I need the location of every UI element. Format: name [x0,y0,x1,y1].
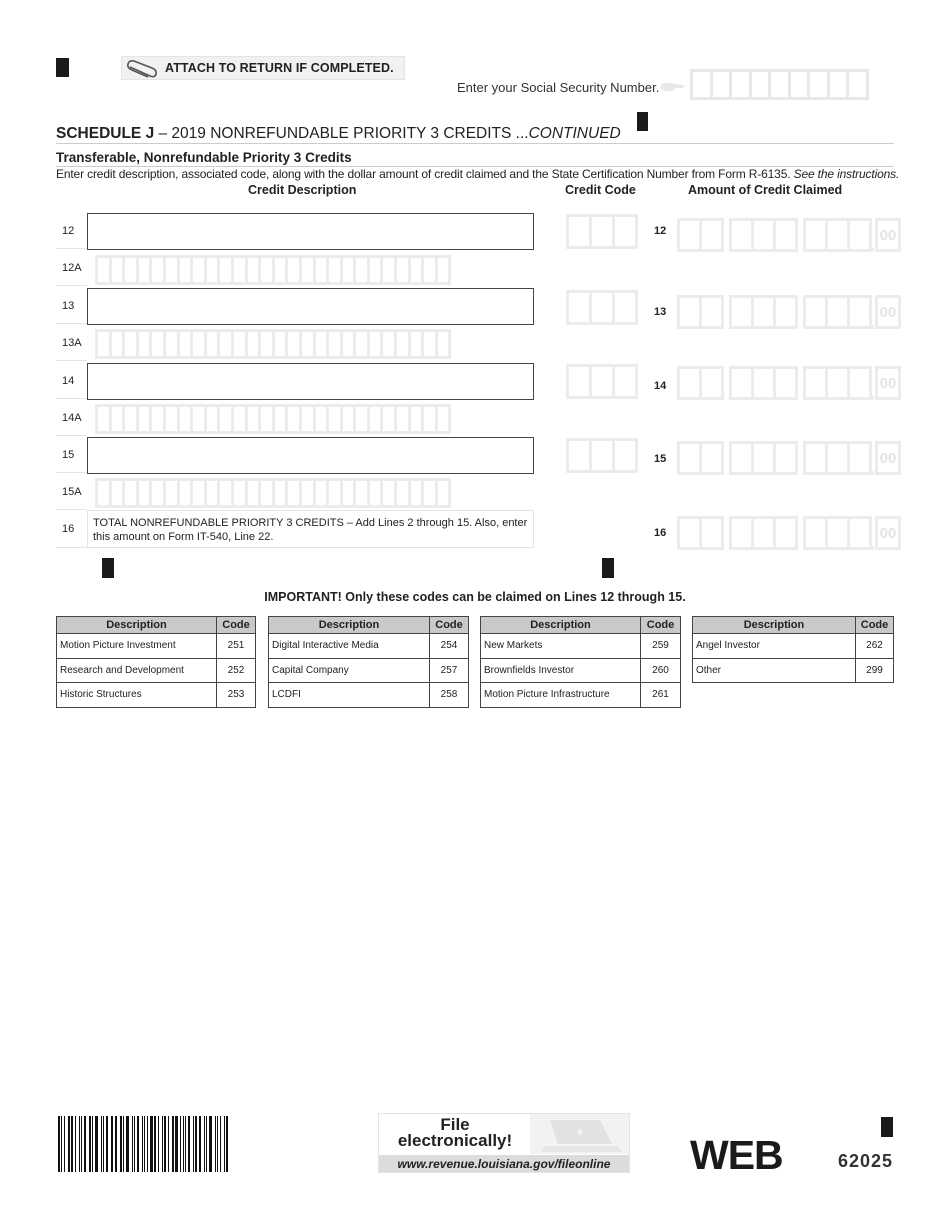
barcode-bar [120,1116,122,1172]
cents-cell: 00 [875,218,901,252]
barcode-bar [144,1116,145,1172]
barcode-bar [168,1116,169,1172]
credit-code-input[interactable] [566,364,635,399]
amount-input[interactable] [677,441,901,475]
table-row [269,683,469,708]
page-title [56,125,621,143]
barcode-bar [71,1116,74,1172]
barcode-bar [81,1116,82,1172]
col-header-amount: Amount of Credit Claimed [688,183,843,197]
amount-input[interactable] [677,295,901,329]
decimal-point [869,441,875,475]
code-table [692,616,894,683]
table-row [693,658,894,683]
comma-separator [795,516,803,550]
code-description: Other [693,658,856,683]
barcode-bar [92,1116,93,1172]
decimal-point [869,516,875,550]
code-description: Research and Development [57,658,217,683]
paperclip-icon [126,59,158,79]
certification-number-input[interactable] [95,404,448,434]
comma-separator [721,218,729,252]
line-number: 15 [56,437,87,473]
code-description: Angel Investor [693,634,856,659]
barcode-bar [134,1116,135,1172]
code-description: New Markets [481,634,641,659]
barcode-bar [103,1116,104,1172]
code-value: 252 [217,658,256,683]
code-value: 251 [217,634,256,659]
certification-number-input[interactable] [95,255,448,285]
barcode-bar [209,1116,212,1172]
barcode-bar [126,1116,129,1172]
barcode-bar [154,1116,156,1172]
comma-separator [721,295,729,329]
decimal-point [869,218,875,252]
attach-label: ATTACH TO RETURN IF COMPLETED. [165,61,394,75]
col-header-code: Credit Code [565,183,636,197]
instructions-text: Enter credit description, associated code, along with the dollar amount of credit claimed and the State Certification Number from Form R-6135. [56,167,791,181]
comma-separator [721,516,729,550]
registration-mark [602,558,614,578]
barcode-bar [79,1116,80,1172]
barcode-bar [215,1116,216,1172]
efile-title-line2: electronically! [397,1131,513,1150]
ssn-input[interactable] [690,69,866,100]
table-row [481,634,681,659]
barcode-bar [123,1116,124,1172]
barcode-bar [175,1116,178,1172]
amount-line-label: 14 [654,380,667,392]
barcode-bar [95,1116,98,1172]
code-description: Digital Interactive Media [269,634,430,659]
ssn-label: Enter your Social Security Number. [457,80,660,95]
barcode-bar [164,1116,166,1172]
line-number: 12A [56,250,87,286]
barcode-bar [137,1116,139,1172]
cents-cell: 00 [875,516,901,550]
barcode-bar [58,1116,60,1172]
credit-description-input[interactable] [87,288,534,325]
comma-separator [721,441,729,475]
barcode-bar [68,1116,70,1172]
laptop-icon [530,1114,629,1154]
code-value: 254 [430,634,469,659]
table-header: Description [693,617,856,634]
title-text: 2019 NONREFUNDABLE PRIORITY 3 CREDITS ... [171,125,529,142]
table-row [481,658,681,683]
instructions [56,167,899,181]
code-description: Historic Structures [57,683,217,708]
pointing-hand-icon [659,81,685,93]
credit-description-input[interactable] [87,363,534,400]
barcode-bar [220,1116,221,1172]
barcode-bar [115,1116,117,1172]
comma-separator [795,366,803,400]
table-row [57,634,256,659]
barcode-bar [132,1116,133,1172]
amount-input[interactable] [677,218,901,252]
schedule-label: SCHEDULE J [56,125,155,142]
barcode-bar [185,1116,186,1172]
barcode-bar [199,1116,201,1172]
cents-cell: 00 [875,366,901,400]
decimal-point [869,295,875,329]
barcode-bar [180,1116,181,1172]
line-number: 16 [56,511,87,548]
total-amount-input[interactable] [677,516,901,550]
barcode-bar [106,1116,108,1172]
code-value: 257 [430,658,469,683]
barcode-bar [226,1116,228,1172]
line-number: 12 [56,213,87,249]
efile-url[interactable]: www.revenue.louisiana.gov/fileonline [379,1155,629,1172]
barcode [58,1116,230,1172]
barcode-bar [183,1116,184,1172]
title-dash: – [154,125,172,142]
credit-code-input[interactable] [566,290,635,325]
total-description: TOTAL NONREFUNDABLE PRIORITY 3 CREDITS – Add Lines 2 through 15. Also, enter this amount on Form IT-540, Line 22. [93,517,528,543]
cents-cell: 00 [875,441,901,475]
title-continued: CONTINUED [528,125,621,142]
code-description: Brownfields Investor [481,658,641,683]
credit-code-input[interactable] [566,438,635,473]
divider [56,143,894,144]
code-value: 262 [856,634,894,659]
line-number: 13A [56,325,87,361]
amount-line-label: 15 [654,453,667,465]
barcode-bar [188,1116,190,1172]
code-description: Capital Company [269,658,430,683]
code-description: Motion Picture Infrastructure [481,683,641,708]
efile-title [382,1117,528,1149]
code-table [56,616,256,708]
table-row [269,634,469,659]
amount-input[interactable] [677,366,901,400]
barcode-bar [162,1116,163,1172]
table-row [481,683,681,708]
comb-cell [435,478,452,508]
amount-line-label: 13 [654,306,667,318]
barcode-bar [158,1116,159,1172]
barcode-bar [150,1116,153,1172]
efile-title-line1: File [440,1115,470,1134]
barcode-bar [89,1116,91,1172]
table-row [693,634,894,659]
credit-description-input[interactable] [87,213,534,250]
table-row [57,683,256,708]
barcode-bar [84,1116,86,1172]
barcode-bar [217,1116,219,1172]
amount-line-label: 12 [654,225,667,237]
barcode-bar [204,1116,205,1172]
registration-mark [102,558,114,578]
code-value: 261 [641,683,681,708]
certification-number-input[interactable] [95,478,448,508]
registration-mark [56,58,69,77]
registration-mark [881,1117,893,1137]
decimal-point [869,366,875,400]
code-description: Motion Picture Investment [57,634,217,659]
table-header: Code [856,617,894,634]
table-header: Code [430,617,469,634]
barcode-bar [224,1116,225,1172]
code-value: 260 [641,658,681,683]
comma-separator [795,218,803,252]
code-table [268,616,469,708]
comma-separator [795,441,803,475]
table-header: Description [269,617,430,634]
comb-cell [435,404,452,434]
code-value: 259 [641,634,681,659]
comb-cell [435,255,452,285]
table-header: Code [641,617,681,634]
barcode-bar [147,1116,148,1172]
section-subtitle: Transferable, Nonrefundable Priority 3 Credits [56,150,352,165]
barcode-bar [172,1116,174,1172]
barcode-bar [193,1116,194,1172]
line-number: 15A [56,474,87,510]
barcode-bar [206,1116,207,1172]
code-description: LCDFI [269,683,430,708]
barcode-bar [101,1116,102,1172]
table-header: Description [57,617,217,634]
credit-description-input[interactable] [87,437,534,474]
barcode-bar [142,1116,143,1172]
table-row [269,658,469,683]
laptop-graphic [530,1114,629,1154]
web-label: WEB [690,1132,783,1178]
instructions-see: See the instructions. [790,167,900,181]
table-header: Code [217,617,256,634]
barcode-bar [111,1116,112,1172]
code-table [480,616,681,708]
line-number: 14A [56,400,87,436]
important-note: IMPORTANT! Only these codes can be claimed on Lines 12 through 15. [264,590,686,604]
comb-cell [435,329,452,359]
code-value: 258 [430,683,469,708]
comma-separator [795,295,803,329]
table-row [57,658,256,683]
line-number: 13 [56,288,87,324]
barcode-bar [75,1116,76,1172]
amount-line-label: 16 [654,527,667,539]
registration-mark [637,112,648,131]
barcode-bar [64,1116,65,1172]
credit-code-input[interactable] [566,214,635,249]
cents-cell: 00 [875,295,901,329]
attach-banner [121,56,405,80]
barcode-bar [61,1116,62,1172]
col-header-description: Credit Description [248,183,357,197]
comma-separator [721,366,729,400]
certification-number-input[interactable] [95,329,448,359]
form-number: 62025 [838,1151,894,1171]
barcode-bar [112,1116,113,1172]
line-number: 14 [56,363,87,399]
code-value: 299 [856,658,894,683]
table-header: Description [481,617,641,634]
code-value: 253 [217,683,256,708]
barcode-bar [195,1116,197,1172]
